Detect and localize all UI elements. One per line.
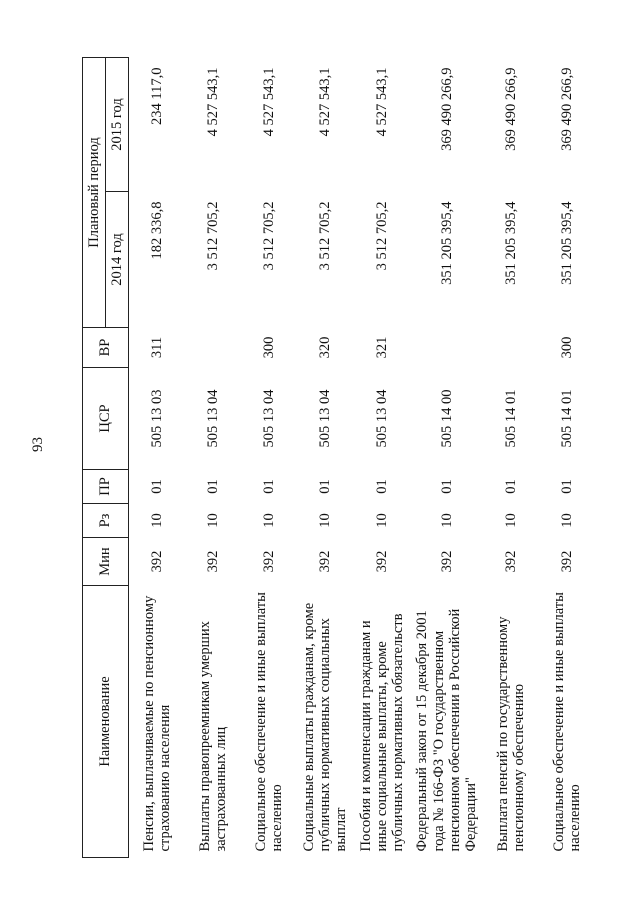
page-number: 93 (30, 437, 46, 452)
table-row (410, 57, 483, 857)
row-2014: 3 512 705,2 (204, 201, 221, 271)
row-vr (185, 328, 241, 368)
row-pr: 01 (260, 479, 277, 494)
row-pr: 01 (204, 479, 221, 494)
row-pr: 01 (503, 479, 520, 494)
header-planned-period: Плановый период (83, 57, 106, 327)
row-min: 392 (148, 550, 165, 573)
row-2014: 3 512 705,2 (373, 201, 390, 271)
header-pr: ПР (83, 470, 129, 504)
row-2015: 4 527 543,1 (317, 67, 334, 137)
row-csr: 505 14 00 (438, 389, 455, 448)
row-vr: 320 (317, 336, 334, 359)
row-2015: 4 527 543,1 (260, 67, 277, 137)
row-vr: 300 (260, 336, 277, 359)
header-csr: ЦСР (83, 368, 129, 470)
row-name: Социальное обеспечение и иные выплаты населению (252, 592, 285, 852)
row-rz: 10 (317, 513, 334, 528)
row-2015: 234 117,0 (148, 67, 165, 125)
row-2015: 369 490 266,9 (438, 67, 455, 151)
table-row (354, 57, 411, 857)
row-csr: 505 14 01 (559, 389, 576, 448)
row-vr (483, 328, 539, 368)
row-pr: 01 (559, 479, 576, 494)
row-rz: 10 (559, 513, 576, 528)
rotated-page-content (82, 58, 592, 858)
row-2014: 3 512 705,2 (260, 201, 277, 271)
row-2015: 4 527 543,1 (204, 67, 221, 137)
row-rz: 10 (503, 513, 520, 528)
row-vr (410, 328, 483, 368)
row-2015: 369 490 266,9 (503, 67, 520, 151)
table-row (297, 57, 354, 857)
row-2015: 369 490 266,9 (559, 67, 576, 151)
header-2014: 2014 год (106, 192, 129, 328)
row-min: 392 (373, 550, 390, 573)
header-vr: ВР (83, 328, 129, 368)
row-2015: 4 527 543,1 (373, 67, 390, 137)
row-csr: 505 14 01 (503, 389, 520, 448)
row-rz: 10 (438, 513, 455, 528)
table-row (483, 57, 539, 857)
row-rz: 10 (260, 513, 277, 528)
row-min: 392 (204, 550, 221, 573)
row-pr: 01 (373, 479, 390, 494)
row-vr: 300 (559, 336, 576, 359)
row-vr: 321 (373, 336, 390, 359)
header-row-top (83, 57, 106, 857)
row-pr: 01 (438, 479, 455, 494)
row-csr: 505 13 04 (204, 389, 221, 448)
row-vr: 311 (148, 336, 165, 359)
row-2014: 351 205 395,4 (503, 201, 520, 285)
row-name: Социальное обеспечение и иные выплаты населению (551, 592, 584, 852)
row-rz: 10 (204, 513, 221, 528)
row-2014: 3 512 705,2 (317, 201, 334, 271)
table-row (129, 57, 186, 857)
header-min: Мин (83, 538, 129, 586)
row-csr: 505 13 03 (148, 389, 165, 448)
row-csr: 505 13 04 (260, 389, 277, 448)
row-name: Пенсии, выплачиваемые по пенсионному страхованию населения (140, 595, 173, 852)
budget-table (82, 57, 595, 858)
row-min: 392 (438, 550, 455, 573)
row-min: 392 (317, 550, 334, 573)
row-pr: 01 (317, 479, 334, 494)
row-name: Федеральный закон от 15 декабря 2001 года № 166-ФЗ "О государственном пенсионном обеспечении в Российской Федерации" (414, 608, 480, 852)
row-csr: 505 13 04 (317, 389, 334, 448)
row-min: 392 (559, 550, 576, 573)
row-name: Пособия и компенсации гражданам и иные социальные выплаты, кроме публичных нормативных обязательств (357, 613, 407, 852)
row-2014: 351 205 395,4 (559, 201, 576, 285)
header-2015: 2015 год (106, 57, 129, 191)
header-name: Наименование (83, 586, 129, 858)
table-row (185, 57, 241, 857)
row-rz: 10 (373, 513, 390, 528)
table-row (241, 57, 297, 857)
row-csr: 505 13 04 (373, 389, 390, 448)
row-name: Социальные выплаты гражданам, кроме публичных нормативных социальных выплат (301, 602, 350, 852)
row-rz: 10 (148, 513, 165, 528)
row-2014: 351 205 395,4 (438, 201, 455, 285)
row-min: 392 (503, 550, 520, 573)
row-min: 392 (260, 550, 277, 573)
row-2014: 182 336,8 (148, 201, 165, 260)
table-row (539, 57, 595, 857)
row-name: Выплата пенсий по государственному пенсионному обеспечению (495, 616, 528, 852)
row-name: Выплаты правопреемникам умерших застрахованных лиц (196, 621, 229, 852)
row-pr: 01 (148, 479, 165, 494)
header-rz: Рз (83, 504, 129, 538)
